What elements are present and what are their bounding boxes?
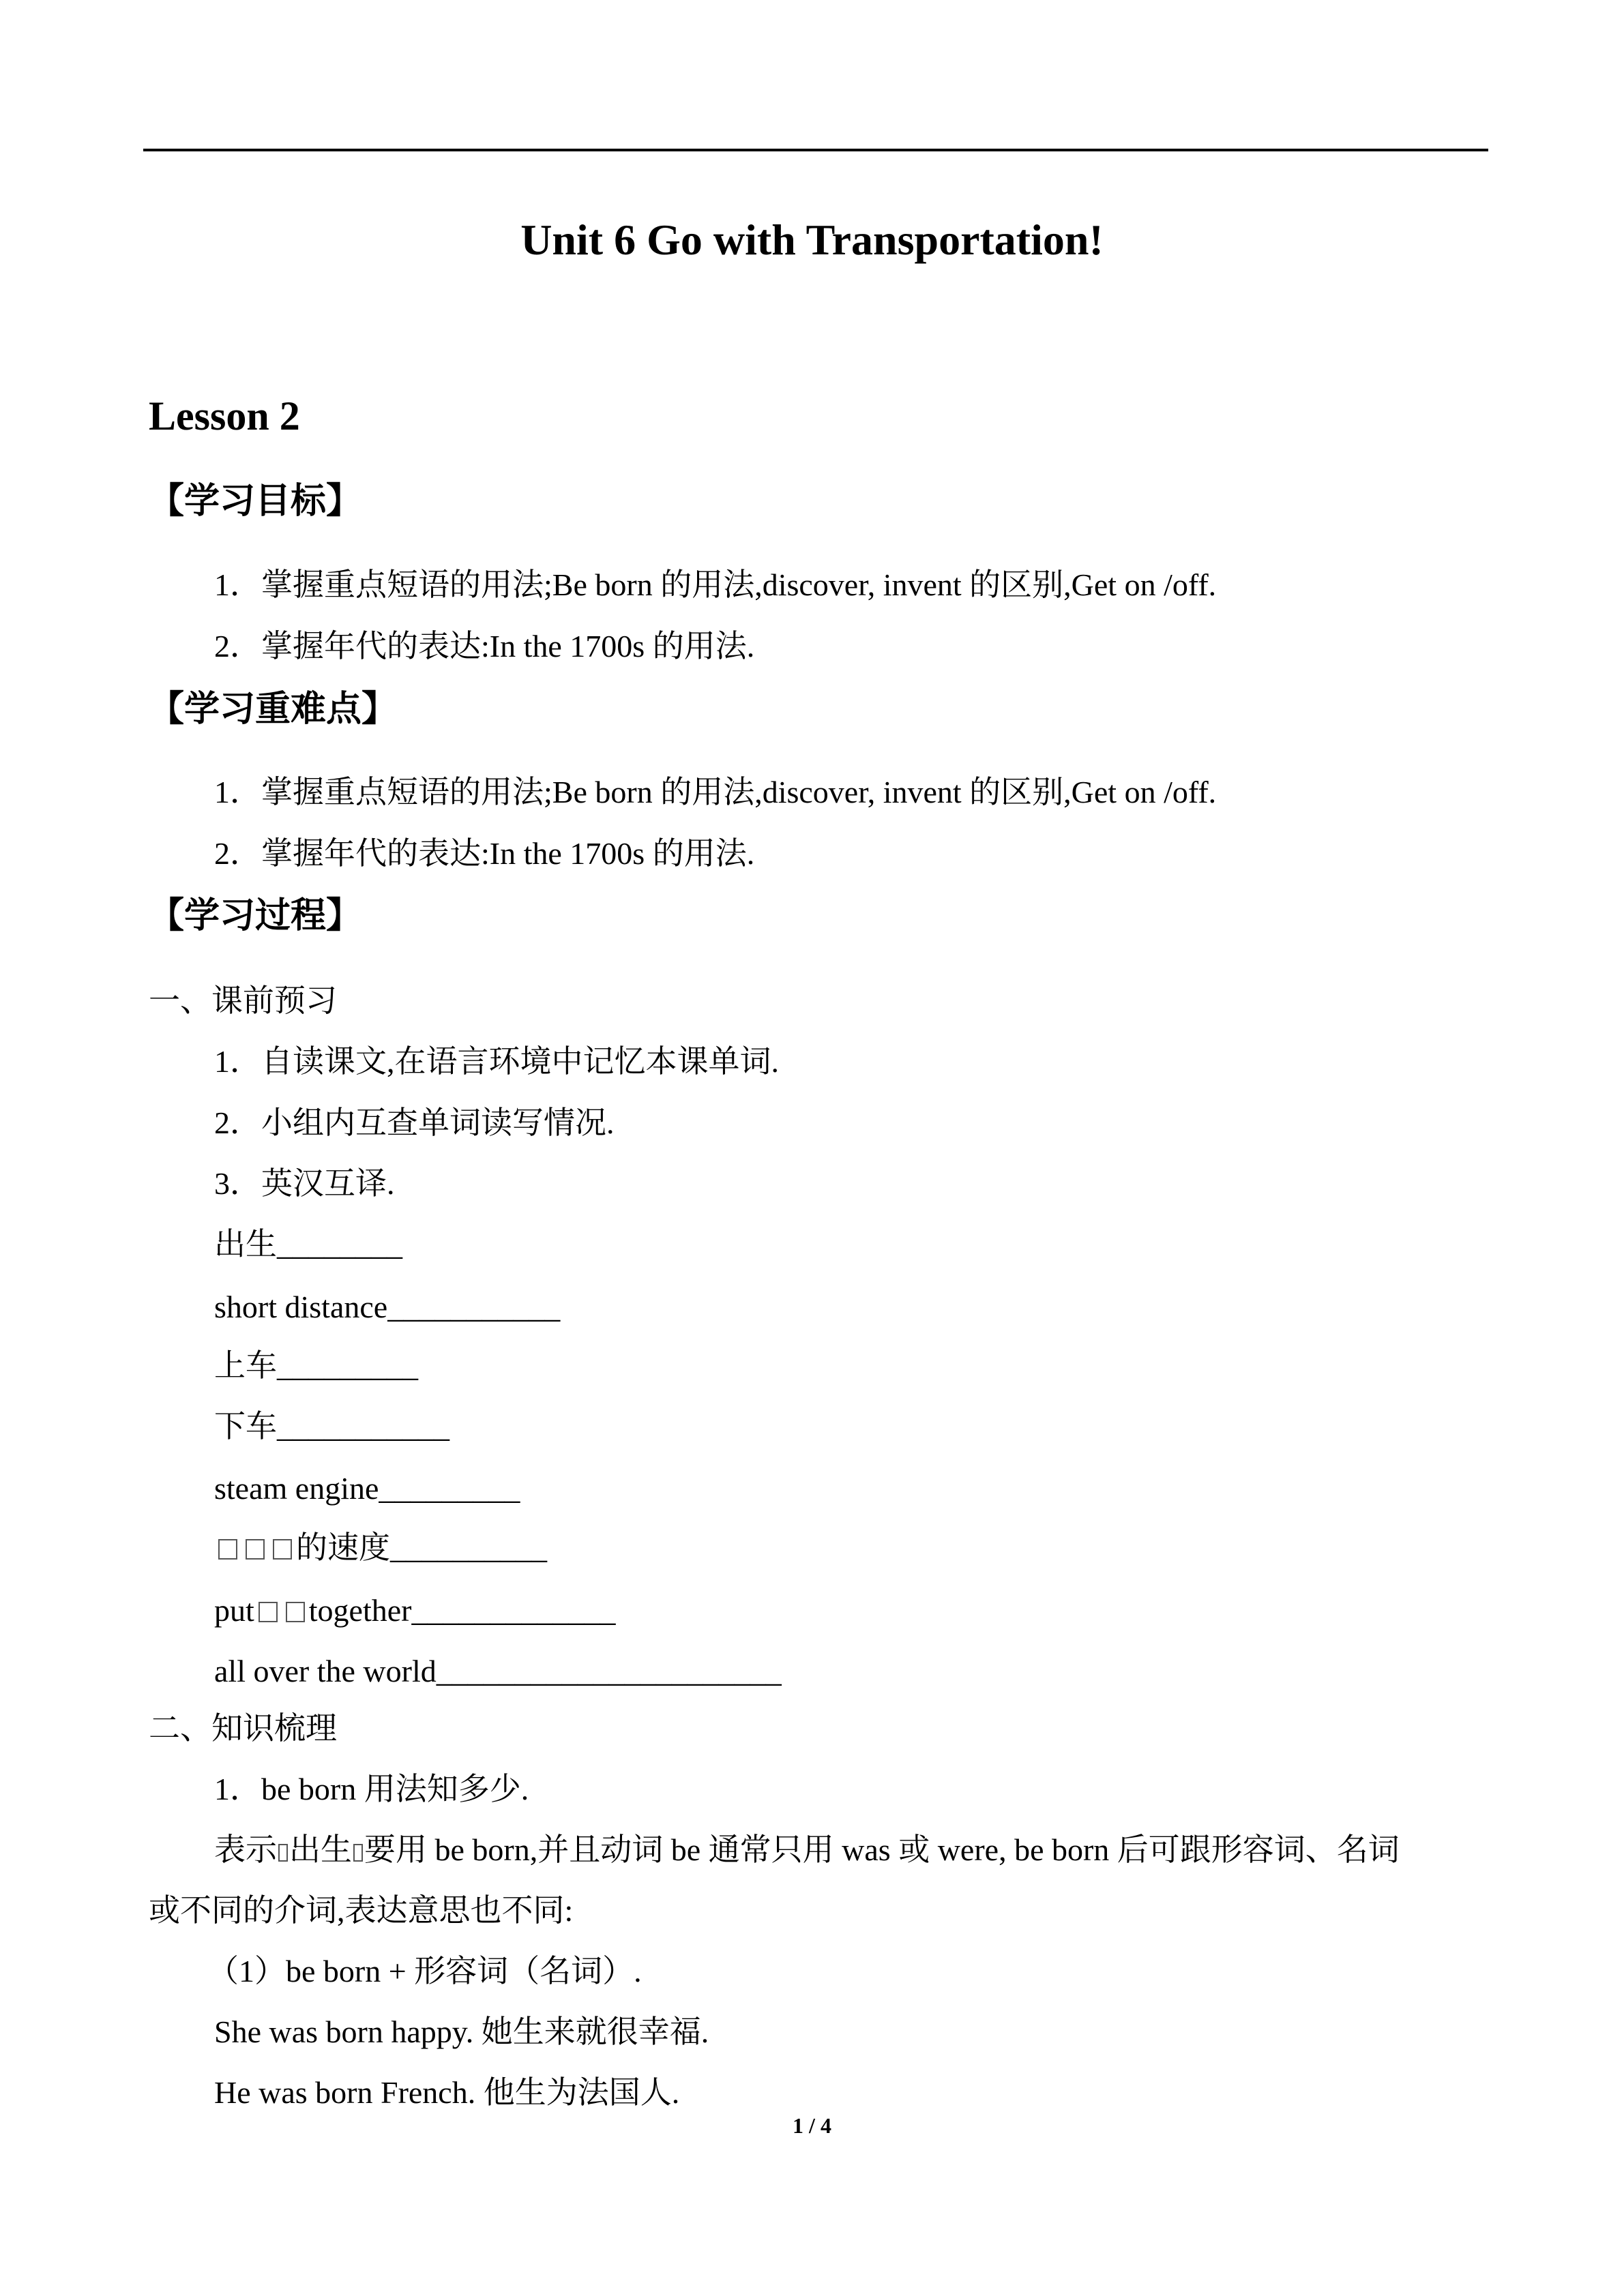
missing-quote-box (353, 1844, 363, 1862)
translation-blank: all over the world______________________ (214, 1654, 782, 1688)
part1-heading: 一、课前预习 (149, 983, 337, 1018)
translation-blank-speed (214, 1527, 547, 1568)
explanation-text: 出生 (289, 1832, 352, 1867)
missing-glyph-box (259, 1602, 278, 1622)
missing-glyph-box (286, 1602, 305, 1622)
translation-text: together_____________ (308, 1593, 616, 1628)
part2-heading: 二、知识梳理 (149, 1711, 337, 1746)
lesson-heading: Lesson 2 (149, 393, 300, 438)
translation-blank: 上车_________ (214, 1348, 418, 1383)
translation-blank: 出生________ (214, 1227, 402, 1262)
explanation-text: 要用 be born,并且动词 be 通常只用 was 或 were, be born 后可跟形容词、名词 (364, 1832, 1400, 1867)
key-point-item: 1．掌握重点短语的用法;Be born 的用法,discover, invent 的区别,Get on /off. (214, 775, 1217, 809)
translation-text: 的速度__________ (296, 1530, 547, 1565)
explanation-text: 表示 (214, 1832, 277, 1867)
objective-item: 1．掌握重点短语的用法;Be born 的用法,discover, invent 的区别,Get on /off. (214, 567, 1217, 602)
part2-item: 1．be born 用法知多少. (214, 1772, 529, 1806)
key-points-heading: 【学习重难点】 (149, 689, 398, 730)
part1-item: 3．英汉互译. (214, 1166, 395, 1201)
part1-item: 2．小组内互查单词读写情况. (214, 1105, 615, 1140)
translation-blank-put-together (214, 1590, 616, 1631)
process-heading: 【学习过程】 (149, 895, 362, 936)
explanation-line-2: 或不同的介词,表达意思也不同: (149, 1893, 574, 1928)
example-sentence: She was born happy. 她生来就很幸福. (214, 2014, 709, 2049)
translation-prefix: put (214, 1593, 254, 1628)
missing-glyph-box (218, 1539, 237, 1560)
missing-glyph-box (246, 1539, 265, 1560)
page-title: Unit 6 Go with Transportation! (520, 215, 1104, 264)
translation-blank: short distance___________ (214, 1289, 561, 1324)
translation-blank: 下车___________ (214, 1409, 449, 1444)
missing-glyph-box (273, 1539, 292, 1560)
key-point-item: 2．掌握年代的表达:In the 1700s 的用法. (214, 836, 755, 871)
objective-item: 2．掌握年代的表达:In the 1700s 的用法. (214, 629, 755, 664)
page-number: 1 / 4 (793, 2113, 831, 2138)
example-sentence: He was born French. 他生为法国人. (214, 2075, 680, 2110)
part1-item: 1．自读课文,在语言环境中记忆本课单词. (214, 1044, 779, 1079)
translation-blank: steam engine_________ (214, 1471, 520, 1506)
missing-quote-box (278, 1844, 288, 1862)
sub-point: （1）be born + 形容词（名词）. (207, 1954, 642, 1988)
explanation-line-1 (214, 1830, 1400, 1870)
objectives-heading: 【学习目标】 (149, 481, 362, 522)
header-rule (143, 149, 1488, 151)
